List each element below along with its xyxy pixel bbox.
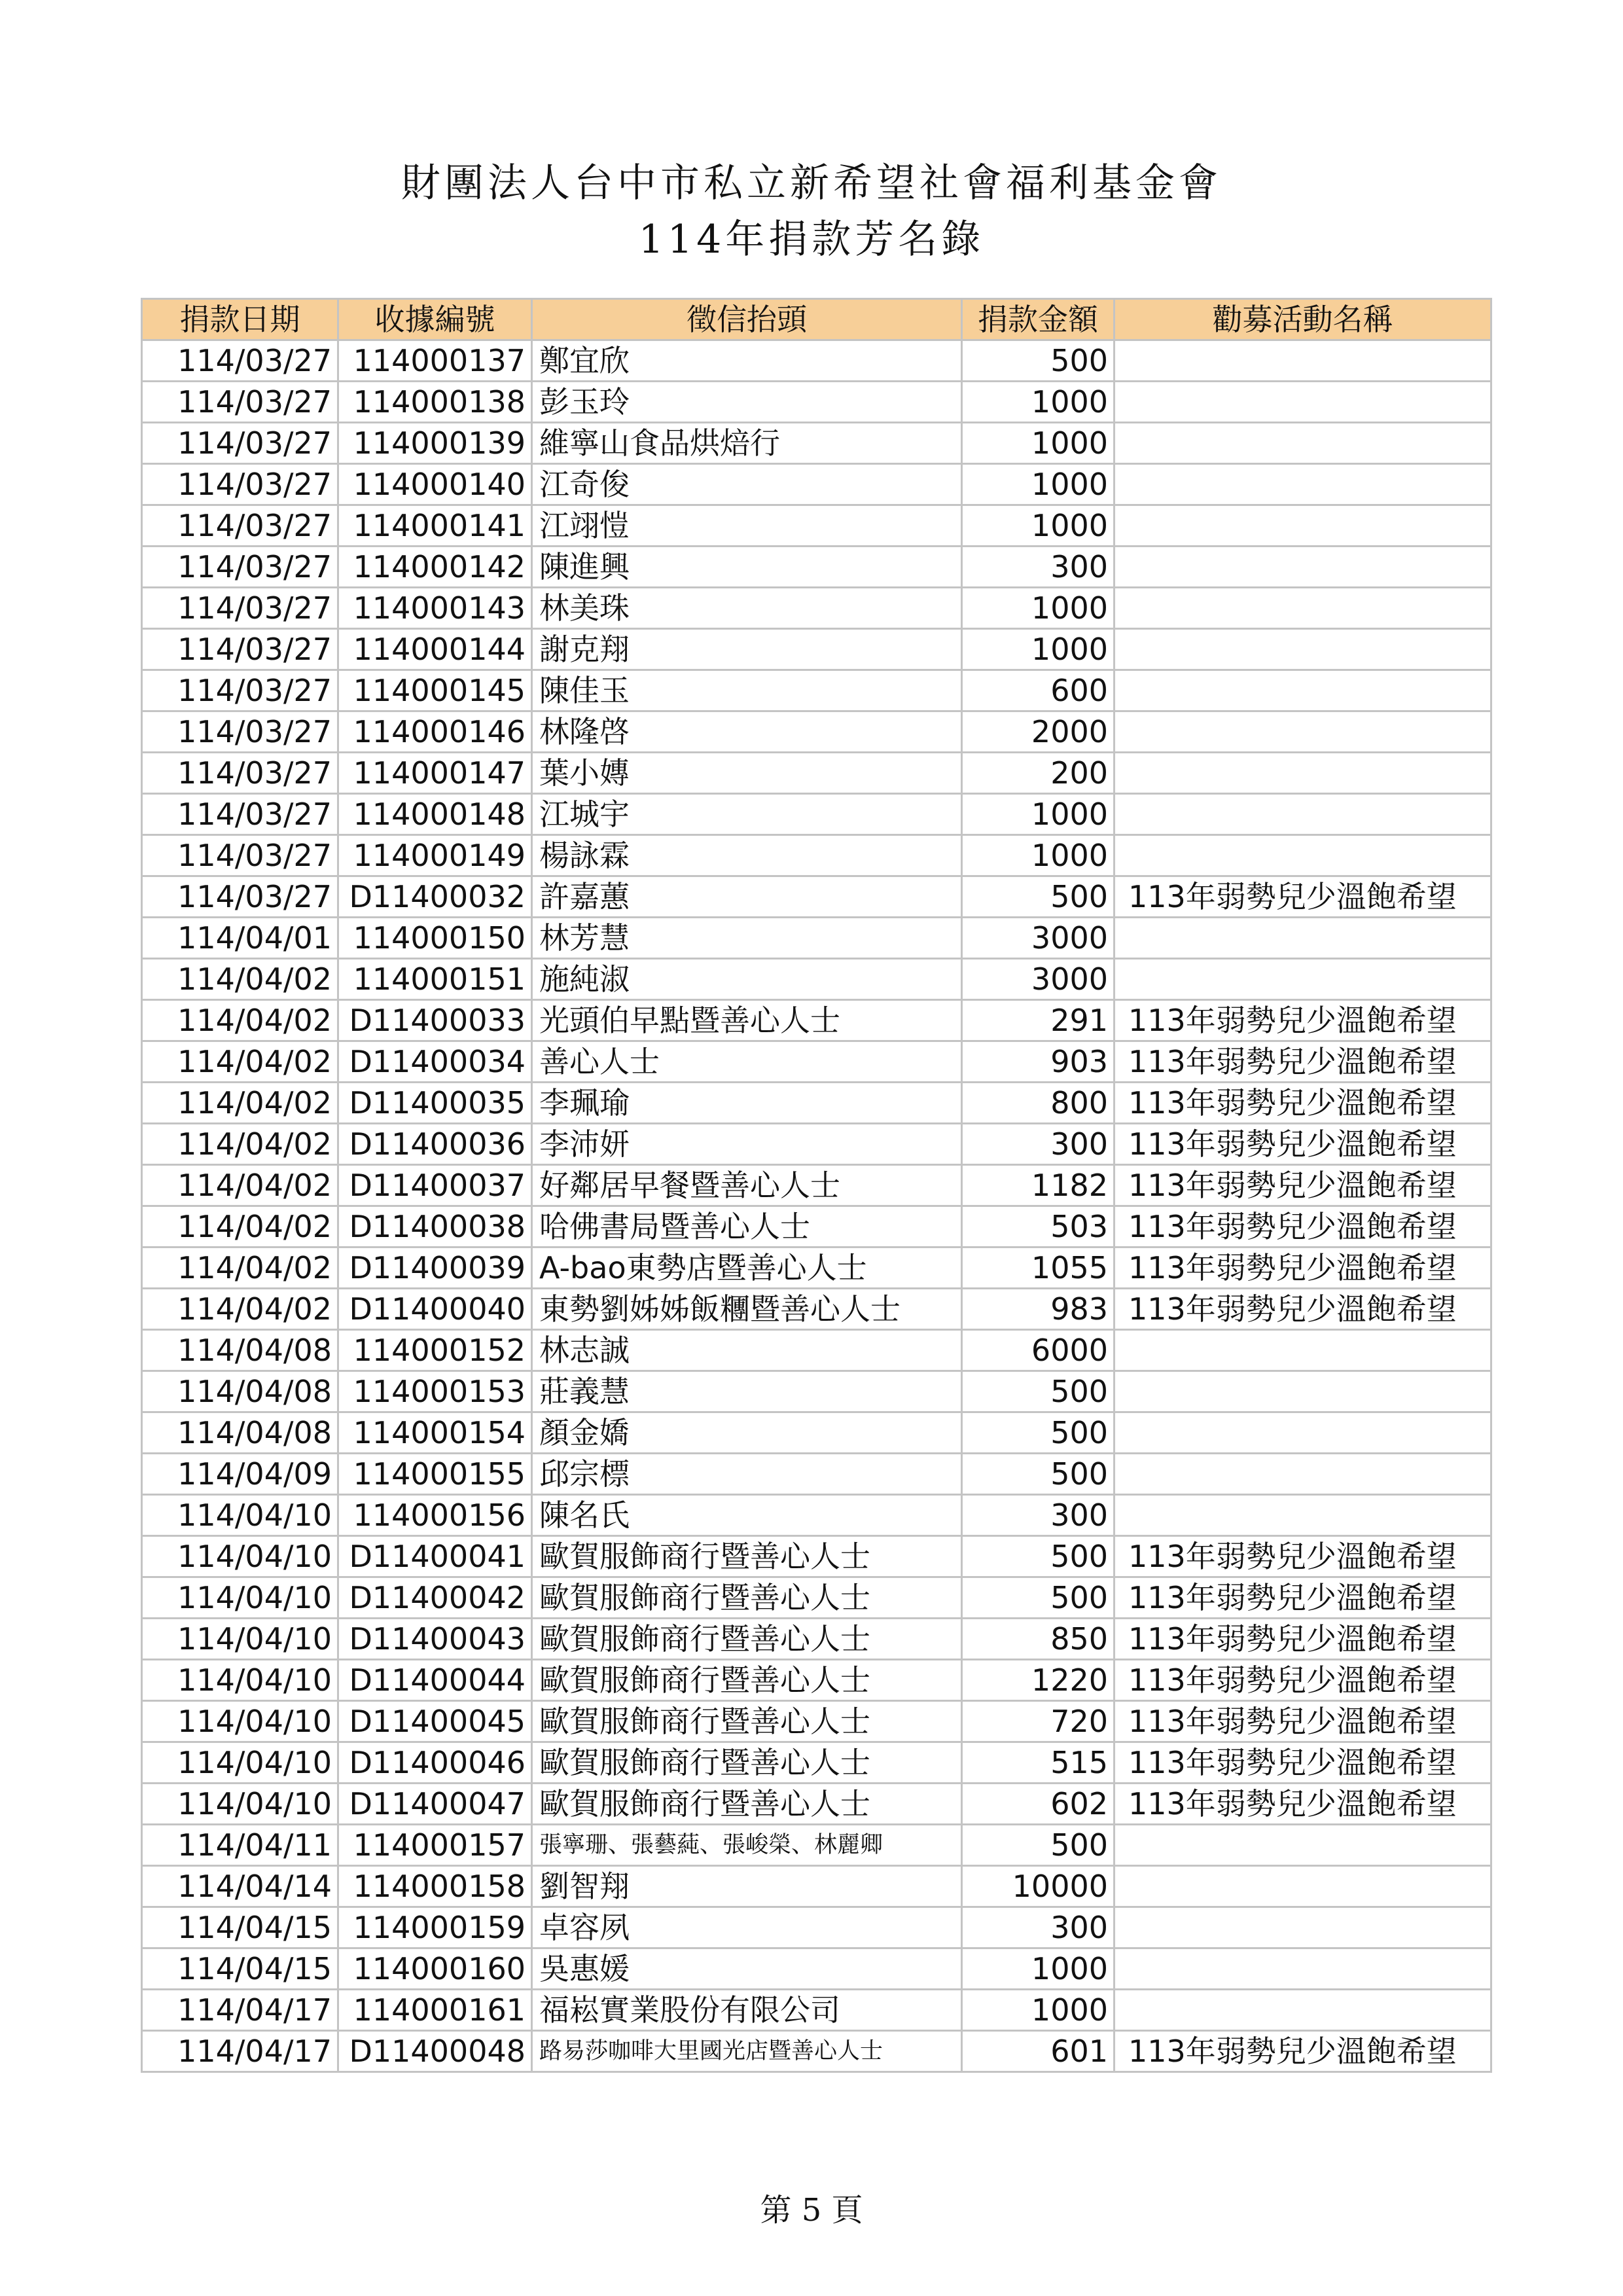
cell-date: 114/04/11: [142, 1825, 338, 1866]
table-row: [142, 876, 1491, 918]
cell-campaign: [1115, 1330, 1491, 1371]
cell-donor: 林隆啓: [532, 711, 962, 753]
cell-donor: 葉小嫥: [532, 753, 962, 794]
cell-receipt-no: 114000160: [338, 1948, 532, 1990]
cell-donor: 邱宗標: [532, 1454, 962, 1495]
cell-campaign: [1115, 670, 1491, 711]
cell-receipt-no: 114000140: [338, 464, 532, 505]
cell-receipt-no: 114000157: [338, 1825, 532, 1866]
cell-receipt-no: D11400043: [338, 1619, 532, 1660]
cell-campaign: [1115, 1412, 1491, 1454]
cell-donor: 李珮瑜: [532, 1083, 962, 1124]
cell-receipt-no: 114000147: [338, 753, 532, 794]
cell-amount: 1000: [962, 1990, 1115, 2031]
table-row: [142, 670, 1491, 711]
cell-donor: 林美珠: [532, 588, 962, 629]
cell-donor: 江奇俊: [532, 464, 962, 505]
cell-date: 114/03/27: [142, 340, 338, 382]
cell-amount: 600: [962, 670, 1115, 711]
cell-receipt-no: D11400042: [338, 1577, 532, 1619]
cell-donor: 歐賀服飾商行暨善心人士: [532, 1742, 962, 1784]
cell-receipt-no: 114000152: [338, 1330, 532, 1371]
table-row: [142, 1825, 1491, 1866]
cell-amount: 500: [962, 1577, 1115, 1619]
cell-campaign: 113年弱勢兒少溫飽希望: [1115, 1041, 1491, 1083]
cell-campaign: 113年弱勢兒少溫飽希望: [1115, 1742, 1491, 1784]
table-header: [142, 299, 1491, 340]
table-row: [142, 1619, 1491, 1660]
cell-amount: 500: [962, 1371, 1115, 1412]
cell-campaign: [1115, 959, 1491, 1000]
table-row: [142, 1083, 1491, 1124]
cell-date: 114/04/02: [142, 1000, 338, 1041]
table-row: [142, 1124, 1491, 1165]
cell-amount: 850: [962, 1619, 1115, 1660]
table-row: [142, 1660, 1491, 1701]
cell-date: 114/04/08: [142, 1330, 338, 1371]
cell-receipt-no: 114000153: [338, 1371, 532, 1412]
cell-campaign: [1115, 1990, 1491, 2031]
cell-receipt-no: 114000143: [338, 588, 532, 629]
cell-donor: 陳佳玉: [532, 670, 962, 711]
cell-date: 114/04/02: [142, 1289, 338, 1330]
cell-amount: 500: [962, 340, 1115, 382]
cell-date: 114/03/27: [142, 711, 338, 753]
column-header-receipt: 收據編號: [338, 299, 532, 340]
cell-campaign: [1115, 711, 1491, 753]
cell-donor: 卓容夙: [532, 1907, 962, 1948]
cell-receipt-no: 114000154: [338, 1412, 532, 1454]
cell-amount: 983: [962, 1289, 1115, 1330]
cell-donor: 陳進興: [532, 547, 962, 588]
table-row: [142, 423, 1491, 464]
cell-donor: 好鄰居早餐暨善心人士: [532, 1165, 962, 1206]
cell-date: 114/03/27: [142, 876, 338, 918]
table-row: [142, 588, 1491, 629]
cell-amount: 601: [962, 2031, 1115, 2072]
cell-receipt-no: D11400032: [338, 876, 532, 918]
cell-amount: 300: [962, 1907, 1115, 1948]
cell-campaign: [1115, 547, 1491, 588]
cell-receipt-no: 114000161: [338, 1990, 532, 2031]
cell-amount: 1000: [962, 464, 1115, 505]
cell-amount: 1182: [962, 1165, 1115, 1206]
cell-date: 114/04/02: [142, 1041, 338, 1083]
table-row: [142, 1454, 1491, 1495]
cell-amount: 1055: [962, 1247, 1115, 1289]
table-row: [142, 1041, 1491, 1083]
cell-receipt-no: 114000146: [338, 711, 532, 753]
cell-campaign: [1115, 1495, 1491, 1536]
cell-date: 114/04/10: [142, 1742, 338, 1784]
cell-donor: 張寧珊、張藝蒓、張峻榮、林麗卿: [532, 1825, 962, 1866]
cell-receipt-no: 114000148: [338, 794, 532, 835]
cell-donor: 施純淑: [532, 959, 962, 1000]
cell-campaign: 113年弱勢兒少溫飽希望: [1115, 1247, 1491, 1289]
table-row: [142, 1990, 1491, 2031]
table-row: [142, 711, 1491, 753]
cell-date: 114/03/27: [142, 670, 338, 711]
cell-amount: 515: [962, 1742, 1115, 1784]
table-row: [142, 1165, 1491, 1206]
table-row: [142, 1784, 1491, 1825]
cell-amount: 500: [962, 876, 1115, 918]
cell-amount: 500: [962, 1412, 1115, 1454]
cell-amount: 500: [962, 1454, 1115, 1495]
cell-amount: 500: [962, 1536, 1115, 1577]
table-row: [142, 959, 1491, 1000]
cell-date: 114/04/02: [142, 1124, 338, 1165]
cell-donor: 光頭伯早點暨善心人士: [532, 1000, 962, 1041]
table-row: [142, 464, 1491, 505]
cell-receipt-no: D11400040: [338, 1289, 532, 1330]
cell-donor: 維寧山食品烘焙行: [532, 423, 962, 464]
cell-campaign: 113年弱勢兒少溫飽希望: [1115, 1000, 1491, 1041]
cell-campaign: [1115, 1825, 1491, 1866]
cell-campaign: 113年弱勢兒少溫飽希望: [1115, 1660, 1491, 1701]
list-title: 114年捐款芳名錄: [638, 217, 985, 262]
cell-date: 114/04/10: [142, 1619, 338, 1660]
cell-campaign: [1115, 1866, 1491, 1907]
cell-receipt-no: 114000158: [338, 1866, 532, 1907]
cell-receipt-no: 114000138: [338, 382, 532, 423]
cell-amount: 200: [962, 753, 1115, 794]
table-row: [142, 382, 1491, 423]
cell-amount: 1000: [962, 382, 1115, 423]
cell-amount: 291: [962, 1000, 1115, 1041]
table-row: [142, 1577, 1491, 1619]
cell-receipt-no: D11400046: [338, 1742, 532, 1784]
table-row: [142, 1000, 1491, 1041]
cell-date: 114/04/17: [142, 1990, 338, 2031]
cell-donor: 彭玉玲: [532, 382, 962, 423]
cell-receipt-no: D11400039: [338, 1247, 532, 1289]
cell-donor: 善心人士: [532, 1041, 962, 1083]
cell-donor: 歐賀服飾商行暨善心人士: [532, 1619, 962, 1660]
table-row: [142, 1536, 1491, 1577]
cell-campaign: [1115, 505, 1491, 547]
cell-amount: 1000: [962, 588, 1115, 629]
cell-amount: 1000: [962, 794, 1115, 835]
table-row: [142, 1247, 1491, 1289]
table-row: [142, 1412, 1491, 1454]
cell-date: 114/03/27: [142, 629, 338, 670]
cell-donor: 歐賀服飾商行暨善心人士: [532, 1701, 962, 1742]
cell-date: 114/04/10: [142, 1495, 338, 1536]
cell-date: 114/03/27: [142, 835, 338, 876]
cell-receipt-no: D11400044: [338, 1660, 532, 1701]
cell-date: 114/04/02: [142, 1206, 338, 1247]
cell-donor: 許嘉蕙: [532, 876, 962, 918]
cell-campaign: [1115, 753, 1491, 794]
cell-receipt-no: 114000141: [338, 505, 532, 547]
table-row: [142, 918, 1491, 959]
cell-amount: 602: [962, 1784, 1115, 1825]
cell-receipt-no: 114000137: [338, 340, 532, 382]
cell-date: 114/04/08: [142, 1412, 338, 1454]
cell-date: 114/04/10: [142, 1577, 338, 1619]
cell-donor: 哈佛書局暨善心人士: [532, 1206, 962, 1247]
cell-donor: 江城宇: [532, 794, 962, 835]
cell-amount: 2000: [962, 711, 1115, 753]
cell-amount: 10000: [962, 1866, 1115, 1907]
cell-date: 114/04/15: [142, 1907, 338, 1948]
cell-campaign: [1115, 794, 1491, 835]
cell-donor: 林志誠: [532, 1330, 962, 1371]
table-row: [142, 547, 1491, 588]
cell-receipt-no: D11400038: [338, 1206, 532, 1247]
cell-campaign: [1115, 835, 1491, 876]
cell-date: 114/04/01: [142, 918, 338, 959]
cell-campaign: 113年弱勢兒少溫飽希望: [1115, 1124, 1491, 1165]
cell-receipt-no: D11400036: [338, 1124, 532, 1165]
cell-date: 114/04/10: [142, 1701, 338, 1742]
cell-campaign: 113年弱勢兒少溫飽希望: [1115, 1784, 1491, 1825]
cell-receipt-no: D11400037: [338, 1165, 532, 1206]
table-row: [142, 340, 1491, 382]
cell-amount: 500: [962, 1825, 1115, 1866]
table-row: [142, 505, 1491, 547]
column-header-campaign: 勸募活動名稱: [1115, 299, 1491, 340]
table-row: [142, 1701, 1491, 1742]
cell-receipt-no: D11400041: [338, 1536, 532, 1577]
cell-amount: 720: [962, 1701, 1115, 1742]
cell-donor: 鄭宜欣: [532, 340, 962, 382]
cell-date: 114/04/02: [142, 1247, 338, 1289]
cell-donor: 陳名氏: [532, 1495, 962, 1536]
table-row: [142, 1948, 1491, 1990]
cell-donor: 林芳慧: [532, 918, 962, 959]
table-row: [142, 1907, 1491, 1948]
cell-amount: 903: [962, 1041, 1115, 1083]
cell-campaign: [1115, 1371, 1491, 1412]
cell-donor: 東勢劉姊姊飯糰暨善心人士: [532, 1289, 962, 1330]
column-header-date: 捐款日期: [142, 299, 338, 340]
cell-campaign: [1115, 464, 1491, 505]
table-row: [142, 1742, 1491, 1784]
table-row: [142, 2031, 1491, 2072]
table-body: [142, 340, 1491, 2072]
cell-date: 114/04/10: [142, 1536, 338, 1577]
table-row: [142, 794, 1491, 835]
cell-receipt-no: 114000150: [338, 918, 532, 959]
cell-campaign: [1115, 1907, 1491, 1948]
cell-date: 114/04/14: [142, 1866, 338, 1907]
cell-date: 114/04/15: [142, 1948, 338, 1990]
table-row: [142, 1206, 1491, 1247]
cell-donor: 謝克翔: [532, 629, 962, 670]
column-header-amount: 捐款金額: [962, 299, 1115, 340]
cell-receipt-no: 114000151: [338, 959, 532, 1000]
cell-date: 114/04/17: [142, 2031, 338, 2072]
cell-amount: 1000: [962, 423, 1115, 464]
cell-receipt-no: D11400048: [338, 2031, 532, 2072]
cell-campaign: 113年弱勢兒少溫飽希望: [1115, 1577, 1491, 1619]
cell-receipt-no: 114000139: [338, 423, 532, 464]
cell-date: 114/04/10: [142, 1660, 338, 1701]
cell-date: 114/03/27: [142, 794, 338, 835]
cell-receipt-no: 114000159: [338, 1907, 532, 1948]
table-row: [142, 1866, 1491, 1907]
cell-campaign: [1115, 629, 1491, 670]
cell-donor: 歐賀服飾商行暨善心人士: [532, 1577, 962, 1619]
cell-amount: 3000: [962, 918, 1115, 959]
cell-campaign: 113年弱勢兒少溫飽希望: [1115, 2031, 1491, 2072]
cell-amount: 6000: [962, 1330, 1115, 1371]
cell-receipt-no: D11400035: [338, 1083, 532, 1124]
column-header-donor: 徵信抬頭: [532, 299, 962, 340]
cell-amount: 3000: [962, 959, 1115, 1000]
table-row: [142, 1330, 1491, 1371]
cell-receipt-no: 114000156: [338, 1495, 532, 1536]
header-row: [142, 299, 1491, 340]
cell-amount: 1000: [962, 505, 1115, 547]
cell-receipt-no: D11400045: [338, 1701, 532, 1742]
cell-campaign: [1115, 423, 1491, 464]
cell-campaign: 113年弱勢兒少溫飽希望: [1115, 1083, 1491, 1124]
cell-date: 114/04/02: [142, 1165, 338, 1206]
cell-amount: 1000: [962, 835, 1115, 876]
table-row: [142, 1371, 1491, 1412]
cell-donor: A-bao東勢店暨善心人士: [532, 1247, 962, 1289]
cell-receipt-no: D11400034: [338, 1041, 532, 1083]
cell-donor: 李沛妍: [532, 1124, 962, 1165]
cell-date: 114/03/27: [142, 423, 338, 464]
cell-donor: 江翊愷: [532, 505, 962, 547]
cell-receipt-no: 114000155: [338, 1454, 532, 1495]
page-number: 第 5 頁: [760, 2192, 863, 2229]
cell-amount: 1220: [962, 1660, 1115, 1701]
table-row: [142, 1495, 1491, 1536]
cell-donor: 路易莎咖啡大里國光店暨善心人士: [532, 2031, 962, 2072]
cell-donor: 吳惠媛: [532, 1948, 962, 1990]
cell-donor: 莊義慧: [532, 1371, 962, 1412]
donation-table: [141, 298, 1492, 2073]
cell-campaign: 113年弱勢兒少溫飽希望: [1115, 1619, 1491, 1660]
cell-campaign: 113年弱勢兒少溫飽希望: [1115, 1701, 1491, 1742]
cell-campaign: [1115, 382, 1491, 423]
table-row: [142, 1289, 1491, 1330]
cell-date: 114/04/02: [142, 1083, 338, 1124]
cell-donor: 楊詠霖: [532, 835, 962, 876]
cell-campaign: 113年弱勢兒少溫飽希望: [1115, 1165, 1491, 1206]
cell-donor: 歐賀服飾商行暨善心人士: [532, 1536, 962, 1577]
cell-date: 114/03/27: [142, 547, 338, 588]
cell-donor: 福崧實業股份有限公司: [532, 1990, 962, 2031]
cell-amount: 800: [962, 1083, 1115, 1124]
cell-date: 114/03/27: [142, 382, 338, 423]
cell-campaign: 113年弱勢兒少溫飽希望: [1115, 1289, 1491, 1330]
cell-date: 114/03/27: [142, 588, 338, 629]
cell-receipt-no: 114000142: [338, 547, 532, 588]
cell-campaign: 113年弱勢兒少溫飽希望: [1115, 876, 1491, 918]
cell-campaign: [1115, 588, 1491, 629]
cell-campaign: 113年弱勢兒少溫飽希望: [1115, 1536, 1491, 1577]
cell-receipt-no: 114000149: [338, 835, 532, 876]
cell-donor: 歐賀服飾商行暨善心人士: [532, 1660, 962, 1701]
cell-campaign: [1115, 1454, 1491, 1495]
cell-date: 114/04/10: [142, 1784, 338, 1825]
cell-campaign: 113年弱勢兒少溫飽希望: [1115, 1206, 1491, 1247]
cell-date: 114/04/02: [142, 959, 338, 1000]
table-row: [142, 835, 1491, 876]
cell-donor: 劉智翔: [532, 1866, 962, 1907]
cell-receipt-no: D11400047: [338, 1784, 532, 1825]
cell-amount: 1000: [962, 629, 1115, 670]
cell-date: 114/04/08: [142, 1371, 338, 1412]
table-row: [142, 753, 1491, 794]
cell-date: 114/03/27: [142, 753, 338, 794]
cell-donor: 顏金嬌: [532, 1412, 962, 1454]
organization-title: 財團法人台中市私立新希望社會福利基金會: [401, 160, 1222, 206]
table-row: [142, 629, 1491, 670]
cell-amount: 300: [962, 1495, 1115, 1536]
cell-amount: 300: [962, 1124, 1115, 1165]
cell-campaign: [1115, 340, 1491, 382]
cell-donor: 歐賀服飾商行暨善心人士: [532, 1784, 962, 1825]
cell-campaign: [1115, 918, 1491, 959]
cell-amount: 503: [962, 1206, 1115, 1247]
cell-date: 114/04/09: [142, 1454, 338, 1495]
cell-receipt-no: 114000144: [338, 629, 532, 670]
cell-amount: 300: [962, 547, 1115, 588]
cell-date: 114/03/27: [142, 505, 338, 547]
cell-date: 114/03/27: [142, 464, 338, 505]
cell-amount: 1000: [962, 1948, 1115, 1990]
cell-receipt-no: 114000145: [338, 670, 532, 711]
cell-receipt-no: D11400033: [338, 1000, 532, 1041]
cell-campaign: [1115, 1948, 1491, 1990]
